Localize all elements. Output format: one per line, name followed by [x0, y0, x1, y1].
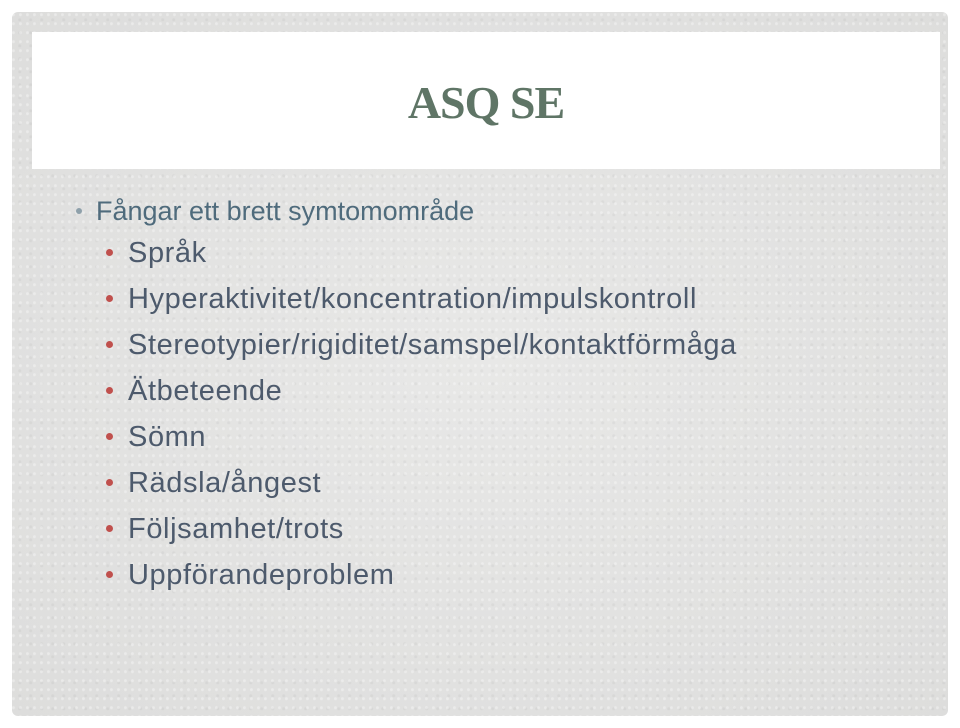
- sub-bullet-item: [12, 230, 948, 276]
- sub-bullet-item: [12, 460, 948, 506]
- bullet-dot-icon: [106, 295, 113, 302]
- bullet-dot-icon: [106, 525, 113, 532]
- bullet-dot-icon: [106, 387, 113, 394]
- sub-bullet-item: [12, 414, 948, 460]
- slide-content: [12, 192, 948, 598]
- slide: [12, 12, 948, 716]
- sub-bullet-text: Uppförandeproblem: [128, 559, 395, 591]
- sub-bullet-text: Stereotypier/rigiditet/samspel/kontaktförmåga: [128, 329, 737, 361]
- bullet-item-main: [12, 192, 948, 230]
- title-band: [32, 32, 940, 169]
- bullet-dot-icon: [106, 249, 113, 256]
- bullet-text: Fångar ett brett symtomområde: [96, 196, 475, 226]
- sub-bullet-text: Språk: [128, 237, 207, 269]
- sub-bullet-item: [12, 368, 948, 414]
- bullet-dot-icon: [76, 208, 82, 214]
- slide-title: ASQ SE: [407, 77, 565, 128]
- sub-bullet-item: [12, 322, 948, 368]
- sub-bullet-item: [12, 276, 948, 322]
- sub-bullet-item: [12, 506, 948, 552]
- bullet-dot-icon: [106, 479, 113, 486]
- sub-bullet-text: Följsamhet/trots: [128, 513, 344, 545]
- sub-bullet-text: Sömn: [128, 421, 207, 453]
- sub-bullet-text: Hyperaktivitet/koncentration/impulskontroll: [128, 283, 697, 315]
- sub-bullet-list: [12, 230, 948, 598]
- sub-bullet-text: Rädsla/ångest: [128, 467, 322, 499]
- sub-bullet-text: Ätbeteende: [128, 375, 283, 407]
- bullet-dot-icon: [106, 433, 113, 440]
- bullet-dot-icon: [106, 341, 113, 348]
- sub-bullet-item: [12, 552, 948, 598]
- bullet-list: [12, 192, 948, 230]
- bullet-dot-icon: [106, 571, 113, 578]
